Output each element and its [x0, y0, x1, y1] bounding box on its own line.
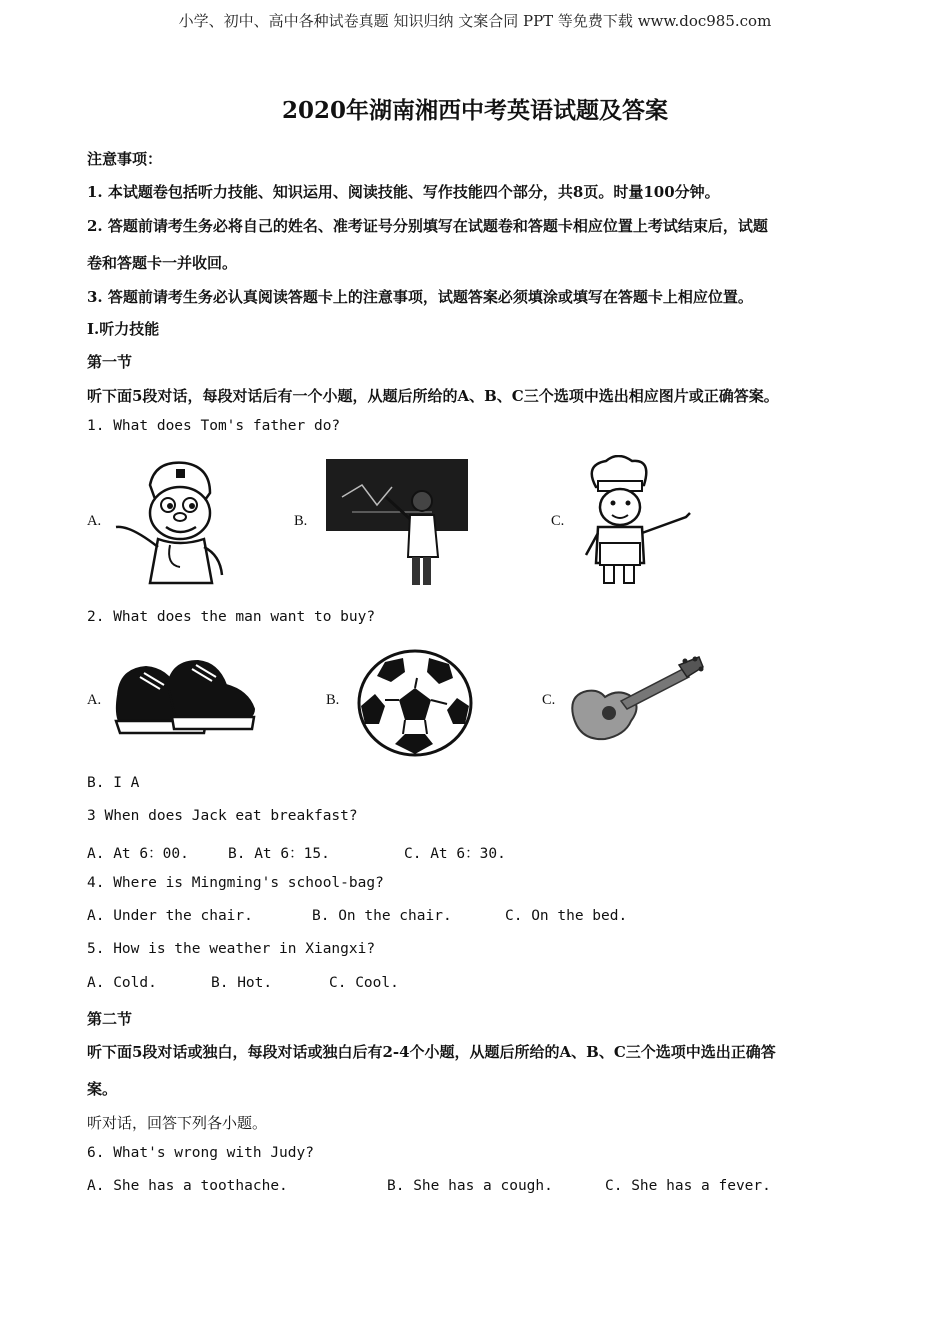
question-4: 4. Where is Mingming's school-bag?	[87, 875, 384, 891]
sneakers-picture	[110, 655, 260, 750]
section-2-heading: 第二节	[87, 1010, 133, 1028]
q5-option-c: C. Cool.	[329, 975, 399, 991]
guitar-picture	[565, 655, 705, 750]
q6-option-a: A. She has a toothache.	[87, 1178, 288, 1194]
cook-picture	[578, 455, 703, 585]
question-2: 2. What does the man want to buy?	[87, 609, 376, 625]
q6-option-c: C. She has a fever.	[605, 1178, 771, 1194]
note-2: 2. 答题前请考生务必将自己的姓名、准考证号分别填写在试题卷和答题卡相应位置上考试结束后，试题	[87, 217, 768, 235]
section-1-heading: 第一节	[87, 353, 133, 371]
q5-option-b: B. Hot.	[211, 975, 273, 991]
note-2-continued: 卷和答题卡一并收回。	[87, 254, 238, 272]
section-2-instructions: 听下面5段对话或独白，每段对话或独白后有2-4个小题，从题后所给的A、B、C三个选项中选出正确答	[87, 1043, 776, 1061]
teacher-picture	[322, 457, 472, 587]
q2-option-a-label: A.	[87, 692, 102, 708]
question-5: 5. How is the weather in Xiangxi?	[87, 941, 376, 957]
q2-option-b-label: B.	[326, 692, 340, 708]
q5-option-a: A. Cold.	[87, 975, 157, 991]
q6-option-b: B. She has a cough.	[387, 1178, 553, 1194]
q3-option-b: B. At 6：15.	[228, 846, 330, 862]
dialog-intro: 听对话，回答下列各小题。	[87, 1114, 268, 1132]
q1-option-c-label: C.	[551, 513, 565, 529]
q1-option-a-label: A.	[87, 513, 102, 529]
page-header: 小学、初中、高中各种试卷真题 知识归纳 文案合同 PPT 等免费下载 www.doc985.com	[178, 12, 772, 30]
note-3: 3. 答题前请考生务必认真阅读答题卡上的注意事项，试题答案必须填涂或填写在答题卡上相应位置。	[87, 288, 753, 306]
q3-option-a: A. At 6：00.	[87, 846, 189, 862]
doctor-picture	[110, 455, 240, 585]
q2-answer-note: B. I A	[87, 775, 140, 791]
q1-option-b-label: B.	[294, 513, 308, 529]
q2-option-c-label: C.	[542, 692, 556, 708]
section-2-instructions-continued: 案。	[87, 1080, 118, 1098]
part-heading: I.听力技能	[87, 320, 160, 338]
exam-title: 2020年湖南湘西中考英语试题及答案	[281, 97, 668, 124]
question-6: 6. What's wrong with Judy?	[87, 1145, 314, 1161]
question-3: 3 When does Jack eat breakfast?	[87, 808, 358, 824]
section-1-instructions: 听下面5段对话，每段对话后有一个小题，从题后所给的A、B、C三个选项中选出相应图片或正确答案。	[87, 387, 779, 405]
q3-option-c: C. At 6：30.	[404, 846, 506, 862]
notes-heading: 注意事项：	[87, 150, 163, 168]
q4-option-c: C. On the bed.	[505, 908, 628, 924]
q4-option-a: A. Under the chair.	[87, 908, 253, 924]
q4-option-b: B. On the chair.	[312, 908, 452, 924]
soccer-ball-picture	[355, 648, 475, 758]
note-1: 1. 本试题卷包括听力技能、知识运用、阅读技能、写作技能四个部分，共8页。时量100分钟。	[87, 183, 720, 201]
question-1: 1. What does Tom's father do?	[87, 418, 341, 434]
